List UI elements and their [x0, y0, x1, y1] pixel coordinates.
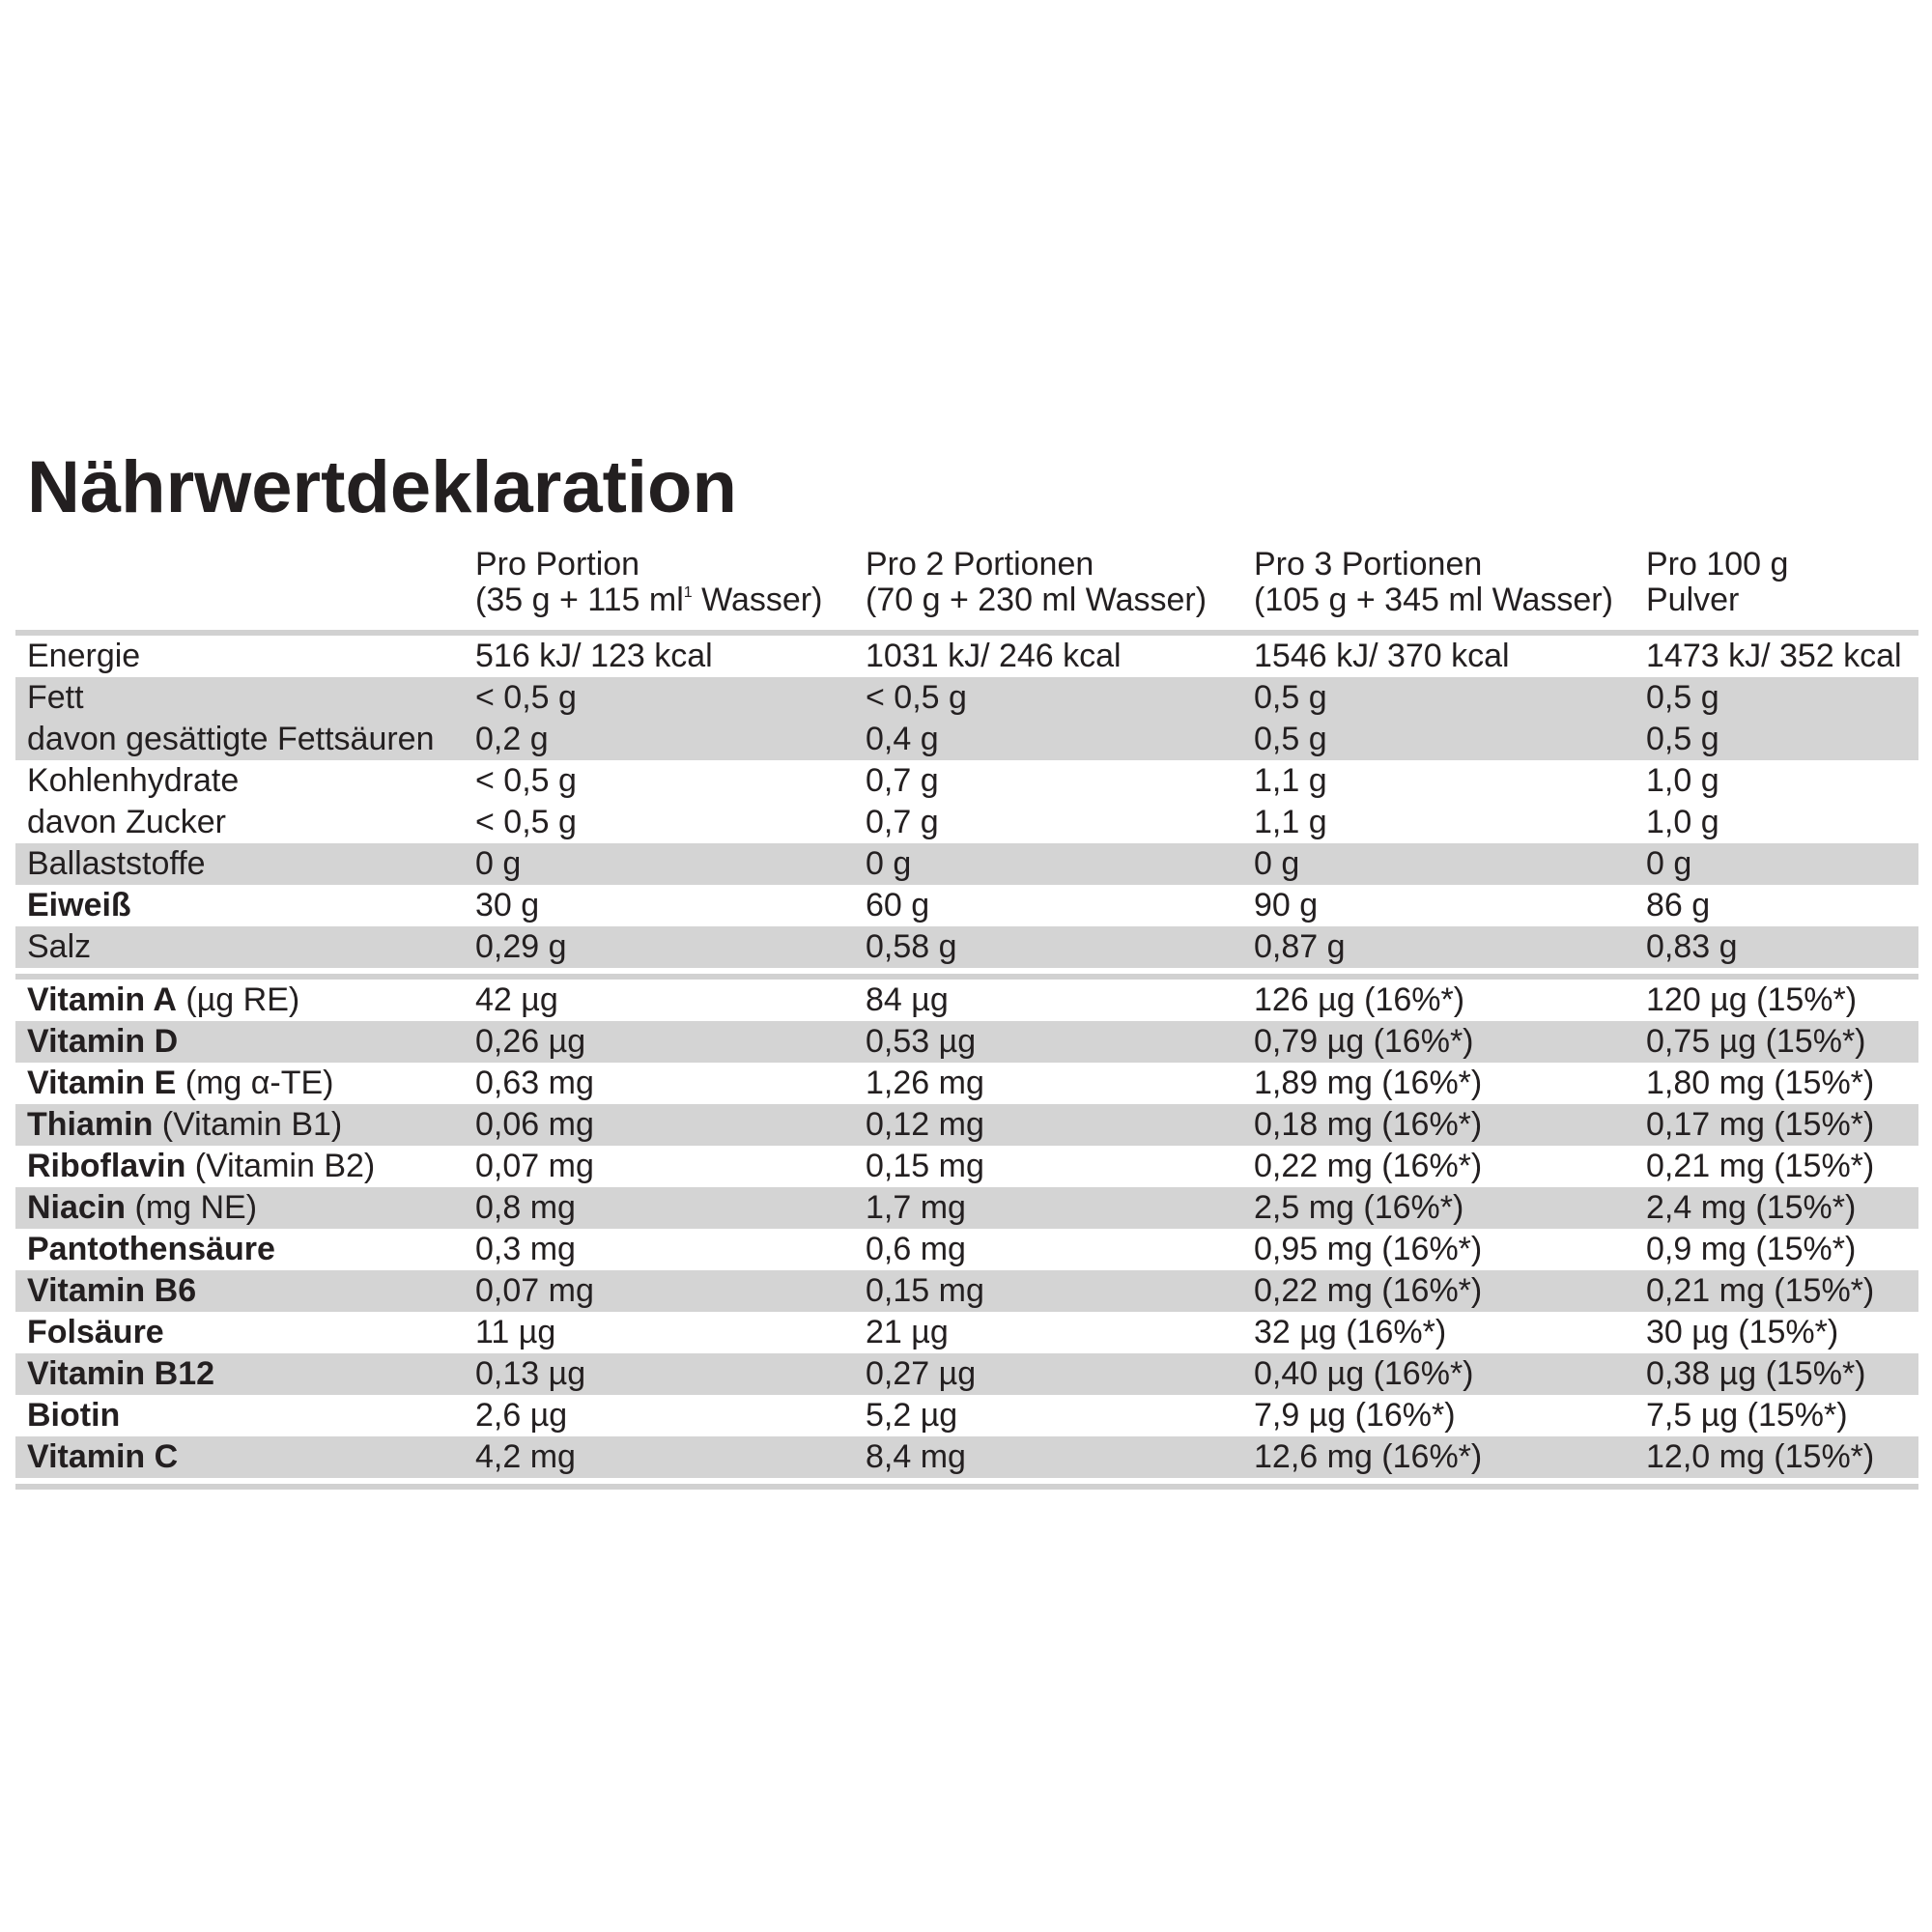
- cell-value: 0,12 mg: [866, 1106, 984, 1143]
- vitamin-section: [15, 980, 1918, 1478]
- table-row: [15, 1353, 1918, 1395]
- table-row: [15, 636, 1918, 677]
- cell-value: < 0,5 g: [866, 679, 967, 716]
- cell-value: 0,5 g: [1254, 721, 1327, 757]
- cell-value: 0,13 µg: [475, 1355, 586, 1392]
- row-label: Salz: [27, 928, 92, 965]
- header-per-2-portions-line2: (70 g + 230 ml Wasser): [866, 582, 1208, 618]
- header-per-100g-line2: Pulver: [1646, 582, 1740, 618]
- table-row: [15, 980, 1918, 1021]
- vitamin-unit: (Vitamin B2): [185, 1148, 376, 1184]
- cell-value: 0,53 µg: [866, 1023, 977, 1060]
- cell-value: 32 µg (16%*): [1254, 1314, 1447, 1350]
- cell-value: 42 µg: [475, 981, 558, 1018]
- table-row: [15, 1229, 1918, 1270]
- cell-value: 0,79 µg (16%*): [1254, 1023, 1474, 1060]
- cell-value: 0,6 mg: [866, 1231, 966, 1267]
- cell-value: 4,2 mg: [475, 1438, 576, 1475]
- vitamin-name: Folsäure: [27, 1314, 164, 1350]
- row-label: [27, 1270, 196, 1312]
- cell-value: 0,3 mg: [475, 1231, 576, 1267]
- cell-value: 0,40 µg (16%*): [1254, 1355, 1474, 1392]
- vitamin-unit: (mg NE): [126, 1189, 258, 1226]
- cell-value: 0,06 mg: [475, 1106, 594, 1143]
- cell-value: 0,75 µg (15%*): [1646, 1023, 1866, 1060]
- cell-value: 0,15 mg: [866, 1272, 984, 1309]
- cell-value: 0,7 g: [866, 804, 939, 840]
- footnote-marker: 1: [683, 584, 693, 601]
- table-row: [15, 926, 1918, 968]
- nutrition-table: [15, 547, 1918, 1490]
- vitamin-name: Vitamin E: [27, 1065, 177, 1101]
- table-row: [15, 1270, 1918, 1312]
- vitamin-unit: (µg RE): [176, 981, 300, 1018]
- cell-value: 12,0 mg (15%*): [1646, 1438, 1875, 1475]
- cell-value: 0,87 g: [1254, 928, 1346, 965]
- cell-value: 120 µg (15%*): [1646, 981, 1858, 1018]
- row-label: [27, 1312, 164, 1353]
- header-per-100g: [1646, 547, 1788, 618]
- header-per-3-portions-line2: (105 g + 345 ml Wasser): [1254, 582, 1613, 618]
- vitamin-name: Pantothensäure: [27, 1231, 275, 1267]
- cell-value: 1,7 mg: [866, 1189, 966, 1226]
- cell-value: 0,18 mg (16%*): [1254, 1106, 1483, 1143]
- cell-value: 0,95 mg (16%*): [1254, 1231, 1483, 1267]
- header-per-2-portions-line1: Pro 2 Portionen: [866, 546, 1094, 582]
- vitamin-name: Vitamin D: [27, 1023, 179, 1060]
- cell-value: 30 µg (15%*): [1646, 1314, 1839, 1350]
- row-label: [27, 1063, 334, 1104]
- table-row: [15, 885, 1918, 926]
- table-row: [15, 719, 1918, 760]
- cell-value: < 0,5 g: [475, 679, 577, 716]
- cell-value: 0,17 mg (15%*): [1646, 1106, 1875, 1143]
- cell-value: 11 µg: [475, 1314, 556, 1350]
- row-label: Kohlenhydrate: [27, 762, 240, 799]
- header-per-portion-line2-pre: (35 g + 115 ml: [475, 582, 684, 618]
- cell-value: 0,22 mg (16%*): [1254, 1272, 1483, 1309]
- cell-value: 7,5 µg (15%*): [1646, 1397, 1848, 1434]
- header-per-100g-line1: Pro 100 g: [1646, 546, 1789, 582]
- cell-value: 0,9 mg (15%*): [1646, 1231, 1857, 1267]
- row-label: [27, 1436, 178, 1478]
- cell-value: 0,22 mg (16%*): [1254, 1148, 1483, 1184]
- cell-value: 1546 kJ/ 370 kcal: [1254, 638, 1510, 674]
- cell-value: 8,4 mg: [866, 1438, 966, 1475]
- cell-value: 0,21 mg (15%*): [1646, 1272, 1875, 1309]
- table-row: [15, 1187, 1918, 1229]
- row-label: Fett: [27, 679, 84, 716]
- table-row: [15, 677, 1918, 719]
- cell-value: 0 g: [1254, 845, 1300, 882]
- vitamin-name: Biotin: [27, 1397, 121, 1434]
- vitamin-name: Riboflavin: [27, 1148, 186, 1184]
- table-row: [15, 802, 1918, 843]
- row-label: Energie: [27, 638, 141, 674]
- table-row: [15, 1395, 1918, 1436]
- row-label: Ballaststoffe: [27, 845, 206, 882]
- cell-value: 0,5 g: [1646, 721, 1719, 757]
- row-label: [27, 1104, 342, 1146]
- cell-value: 12,6 mg (16%*): [1254, 1438, 1483, 1475]
- page-title: Nährwertdeklaration: [27, 446, 737, 528]
- header-per-portion-line2: [475, 582, 822, 618]
- cell-value: 1,26 mg: [866, 1065, 984, 1101]
- row-label: [27, 1395, 120, 1436]
- cell-value: 86 g: [1646, 887, 1711, 923]
- vitamin-unit: (Vitamin B1): [153, 1106, 343, 1143]
- row-label: [27, 1187, 257, 1229]
- row-label: davon Zucker: [27, 804, 226, 840]
- row-label: [27, 980, 299, 1021]
- cell-value: 1,80 mg (15%*): [1646, 1065, 1875, 1101]
- cell-value: 0,63 mg: [475, 1065, 594, 1101]
- cell-value: < 0,5 g: [475, 762, 577, 799]
- vitamin-name: Vitamin C: [27, 1438, 179, 1475]
- cell-value: 1,0 g: [1646, 762, 1719, 799]
- header-per-portion-line2-post: Wasser): [692, 582, 823, 618]
- table-header: [15, 547, 1918, 630]
- cell-value: 2,5 mg (16%*): [1254, 1189, 1464, 1226]
- vitamin-name: Niacin: [27, 1189, 127, 1226]
- row-label: davon gesättigte Fettsäuren: [27, 721, 435, 757]
- cell-value: 1,89 mg (16%*): [1254, 1065, 1483, 1101]
- vitamin-unit: (mg α-TE): [176, 1065, 334, 1101]
- row-label: [27, 1021, 178, 1063]
- cell-value: 1,1 g: [1254, 804, 1327, 840]
- cell-value: 0,5 g: [1254, 679, 1327, 716]
- cell-value: 0 g: [866, 845, 912, 882]
- cell-value: 0,4 g: [866, 721, 939, 757]
- row-label: [27, 1229, 275, 1270]
- cell-value: 516 kJ/ 123 kcal: [475, 638, 713, 674]
- cell-value: 1031 kJ/ 246 kcal: [866, 638, 1122, 674]
- cell-value: 21 µg: [866, 1314, 949, 1350]
- cell-value: 2,6 µg: [475, 1397, 568, 1434]
- vitamin-name: Vitamin B12: [27, 1355, 215, 1392]
- cell-value: 5,2 µg: [866, 1397, 958, 1434]
- table-row: [15, 1436, 1918, 1478]
- nutrient-section: [15, 636, 1918, 968]
- cell-value: 1,1 g: [1254, 762, 1327, 799]
- cell-value: 0,07 mg: [475, 1148, 594, 1184]
- cell-value: 126 µg (16%*): [1254, 981, 1465, 1018]
- header-per-portion: [475, 547, 822, 618]
- cell-value: 1473 kJ/ 352 kcal: [1646, 638, 1902, 674]
- cell-value: 0,15 mg: [866, 1148, 984, 1184]
- cell-value: 0,8 mg: [475, 1189, 576, 1226]
- vitamin-name: Vitamin A: [27, 981, 177, 1018]
- cell-value: 0 g: [1646, 845, 1692, 882]
- cell-value: 0,21 mg (15%*): [1646, 1148, 1875, 1184]
- header-per-portion-line1: Pro Portion: [475, 546, 640, 582]
- cell-value: 0,07 mg: [475, 1272, 594, 1309]
- footer-divider: [15, 1484, 1918, 1490]
- cell-value: 0,2 g: [475, 721, 549, 757]
- vitamin-name: Thiamin: [27, 1106, 154, 1143]
- cell-value: 30 g: [475, 887, 540, 923]
- table-row: [15, 1104, 1918, 1146]
- cell-value: 0,5 g: [1646, 679, 1719, 716]
- cell-value: 0,29 g: [475, 928, 567, 965]
- table-row: [15, 1063, 1918, 1104]
- cell-value: 0 g: [475, 845, 522, 882]
- row-label: [27, 1146, 375, 1187]
- cell-value: 0,83 g: [1646, 928, 1738, 965]
- cell-value: 60 g: [866, 887, 930, 923]
- cell-value: 90 g: [1254, 887, 1319, 923]
- header-per-3-portions-line1: Pro 3 Portionen: [1254, 546, 1483, 582]
- cell-value: < 0,5 g: [475, 804, 577, 840]
- header-per-3-portions: [1254, 547, 1613, 618]
- cell-value: 7,9 µg (16%*): [1254, 1397, 1456, 1434]
- table-row: [15, 1312, 1918, 1353]
- row-label: [27, 1353, 214, 1395]
- cell-value: 2,4 mg (15%*): [1646, 1189, 1857, 1226]
- cell-value: 84 µg: [866, 981, 949, 1018]
- table-row: [15, 760, 1918, 802]
- cell-value: 0,38 µg (15%*): [1646, 1355, 1866, 1392]
- table-row: [15, 843, 1918, 885]
- table-row: [15, 1146, 1918, 1187]
- cell-value: 0,58 g: [866, 928, 957, 965]
- cell-value: 0,26 µg: [475, 1023, 586, 1060]
- cell-value: 0,7 g: [866, 762, 939, 799]
- cell-value: 1,0 g: [1646, 804, 1719, 840]
- vitamin-name: Vitamin B6: [27, 1272, 197, 1309]
- header-per-2-portions: [866, 547, 1207, 618]
- row-label: Eiweiß: [27, 887, 131, 923]
- cell-value: 0,27 µg: [866, 1355, 977, 1392]
- table-row: [15, 1021, 1918, 1063]
